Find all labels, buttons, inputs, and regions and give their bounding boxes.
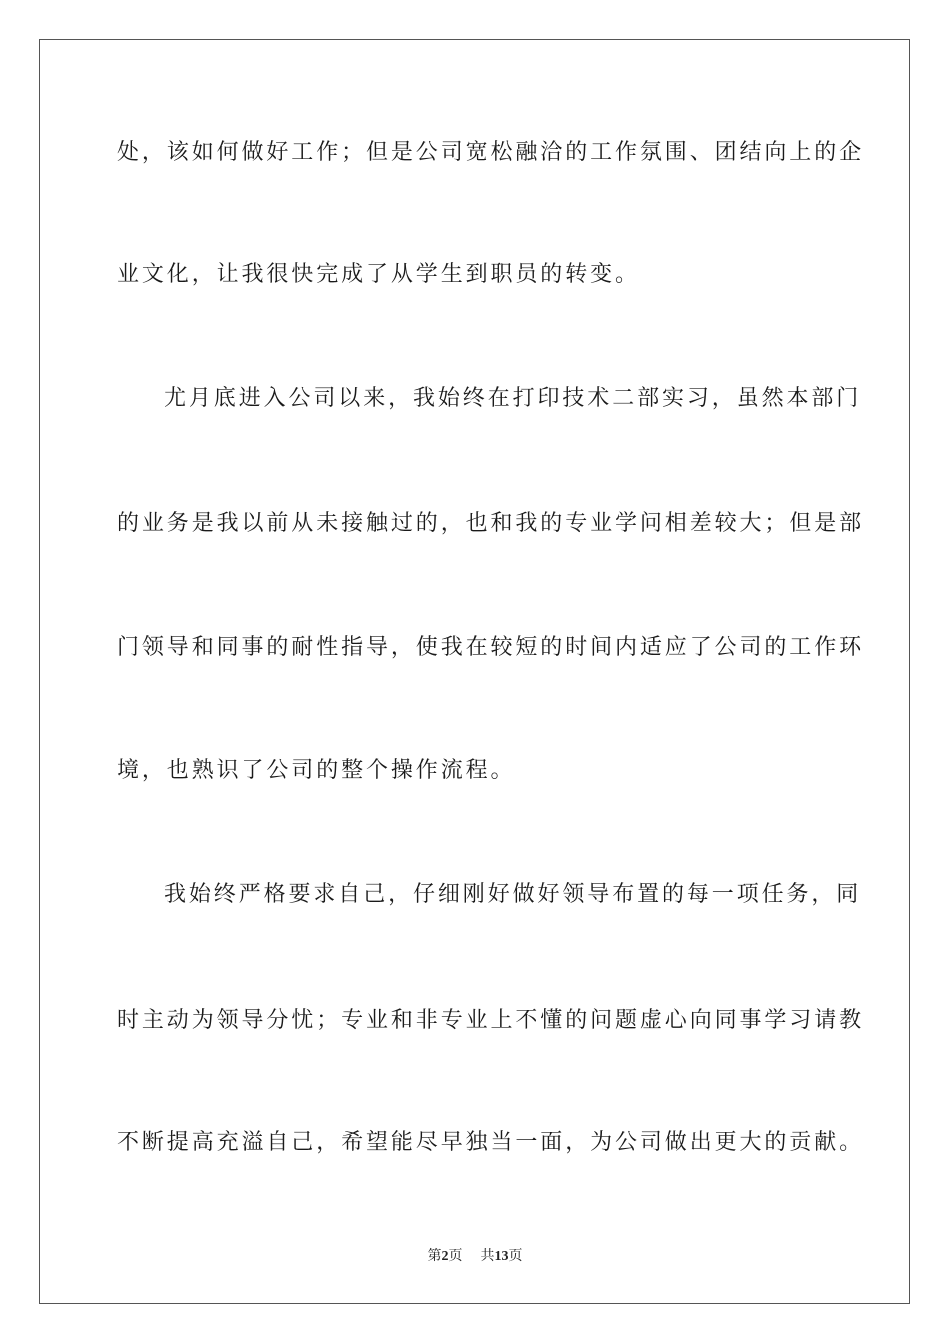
paragraph-line-6: 境，也熟识了公司的整个操作流程。 [117,758,516,783]
paragraph-line-1: 处，该如何做好工作；但是公司宽松融洽的工作氛围、团结向上的企 [117,140,865,165]
page-label-suffix: 页 [448,1249,463,1264]
paragraph-line-8: 时主动为领导分忧；专业和非专业上不懂的问题虚心向同事学习请教 [117,1008,865,1033]
page-number: 2 [441,1249,449,1264]
page-border [39,39,910,1304]
total-label-prefix: 共 [480,1249,495,1264]
page-footer [0,1248,950,1266]
paragraph-line-9: 不断提高充溢自己，希望能尽早独当一面，为公司做出更大的贡献。 [117,1130,865,1155]
page-label-prefix: 第 [427,1249,442,1264]
paragraph-line-3: 尤月底进入公司以来，我始终在打印技术二部实习，虽然本部门 [164,386,862,411]
paragraph-line-5: 门领导和同事的耐性指导，使我在较短的时间内适应了公司的工作环 [117,635,865,660]
total-pages: 13 [494,1249,509,1264]
paragraph-line-4: 的业务是我以前从未接触过的，也和我的专业学问相差较大；但是部 [117,511,865,536]
paragraph-line-2: 业文化，让我很快完成了从学生到职员的转变。 [117,262,640,287]
paragraph-line-7: 我始终严格要求自己，仔细刚好做好领导布置的每一项任务，同 [164,882,862,907]
total-label-suffix: 页 [508,1249,523,1264]
